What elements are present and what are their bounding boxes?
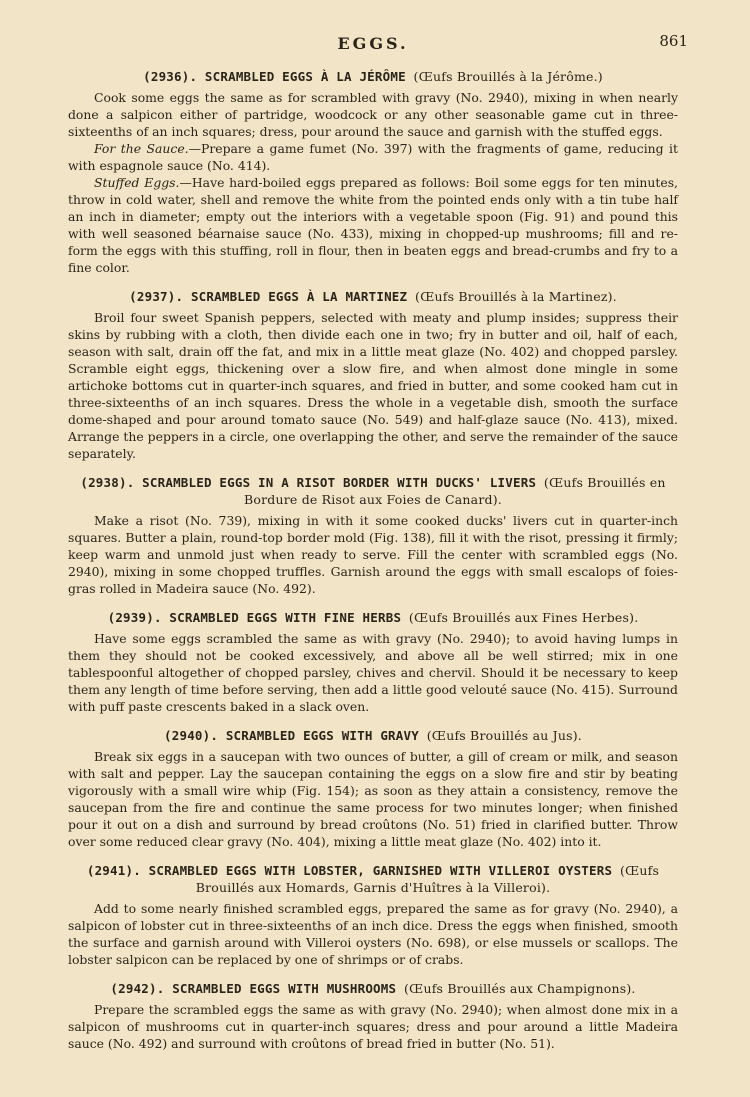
recipe-title: (2939). SCRAMBLED EGGS WITH FINE HERBS bbox=[107, 610, 402, 625]
recipe-paragraph bbox=[68, 174, 678, 276]
recipe-body bbox=[68, 630, 678, 715]
recipe-paragraph: Broil four sweet Spanish peppers, selected with meaty and plump insides; suppress their skins by rubbing with a cloth, then divide each one in two; fry in butter and oil, half of each, season with salt, drain off the fat, and mix in a little meat glaze (No. 402) and chopped parsley. Scramble eight eggs, thickening over a slow fire, and when almost done mingle in some artichoke bottoms cut in quarter-inch squares, and fried in butter, and some cooked ham cut in three-sixteenths of an inch squares. Dress the whole in a vegetable dish, smooth the surface dome-shaped and pour around tomato sauce (No. 549) and half-glaze sauce (No. 413), mixed. Arrange the peppers in a circle, one overlapping the other, and serve the remainder of the sauce separately. bbox=[68, 310, 678, 461]
recipe-body bbox=[68, 900, 678, 968]
page-number: 861 bbox=[659, 32, 688, 50]
recipe-heading bbox=[68, 474, 678, 508]
recipe-title: (2942). SCRAMBLED EGGS WITH MUSHROOMS bbox=[110, 981, 397, 996]
recipe-french-title: (Œufs Brouillés aux Fines Herbes). bbox=[408, 610, 639, 625]
recipe-body bbox=[68, 1001, 678, 1052]
stuffed-eggs-label: Stuffed Eggs. bbox=[94, 175, 180, 190]
recipe-paragraph bbox=[68, 140, 678, 174]
recipe-body bbox=[68, 512, 678, 597]
recipe-2941 bbox=[68, 862, 678, 968]
recipe-2938 bbox=[68, 474, 678, 597]
recipe-2942 bbox=[68, 980, 678, 1052]
sauce-text: —Prepare a game fumet (No. 397) with the fragments of game, reducing it with espagnole sauce (No. 414). bbox=[68, 141, 679, 173]
recipe-french-title: (Œufs Brouillés en bbox=[543, 475, 666, 490]
recipe-paragraph: Make a risot (No. 739), mixing in with it some cooked ducks' livers cut in quarter-inch squares. Butter a plain, round-top border mold (Fig. 138), fill it with the risot, pressing it firmly; keep warm and unmold just when ready to serve. Fill the center with scrambled eggs (No. 2940), mixing in some chopped truffles. Garnish around the eggs with small escalops of foies-gras rolled in Madeira sauce (No. 492). bbox=[68, 513, 678, 596]
recipe-title: (2941). SCRAMBLED EGGS WITH LOBSTER, GARNISHED WITH VILLEROI OYSTERS bbox=[86, 863, 613, 878]
recipe-title: (2940). SCRAMBLED EGGS WITH GRAVY bbox=[164, 728, 419, 743]
recipe-french-title: (Œufs Brouillés au Jus). bbox=[426, 728, 582, 743]
recipe-french-title-continued: Brouillés aux Homards, Garnis d'Huîtres à la Villeroi). bbox=[195, 880, 551, 895]
recipe-heading bbox=[68, 980, 678, 997]
recipe-french-title: (Œufs Brouillés aux Champignons). bbox=[403, 981, 636, 996]
recipe-heading bbox=[68, 609, 678, 626]
recipe-2939 bbox=[68, 609, 678, 715]
recipe-paragraph: Break six eggs in a saucepan with two ounces of butter, a gill of cream or milk, and season with salt and pepper. Lay the saucepan containing the eggs on a slow fire and stir by beating vigorously with a small wire whip (Fig. 154); as soon as they attain a consistency, remove the saucepan from the fire and continue the same process for two minutes longer; when finished pour it out on a dish and surround by bread croûtons (No. 51) fried in clarified butter. Throw over some reduced clear gravy (No. 404), mixing a little meat glaze (No. 402) into it. bbox=[68, 749, 678, 849]
running-head bbox=[68, 30, 688, 56]
recipe-paragraph: Prepare the scrambled eggs the same as with gravy (No. 2940); when almost done mix in a salpicon of mushrooms cut in quarter-inch squares; dress and pour around a little Madeira sauce (No. 492) and surround with croûtons of bread fried in butter (No. 51). bbox=[68, 1002, 678, 1051]
recipe-heading bbox=[68, 862, 678, 896]
sauce-label: For the Sauce. bbox=[94, 141, 189, 156]
recipe-paragraph: Add to some nearly finished scrambled eggs, prepared the same as for gravy (No. 2940), a salpicon of lobster cut in three-sixteenths of an inch dice. Dress the eggs when finished, smooth the surface and garnish around with Villeroi oysters (No. 698), or else mussels or scallops. The lobster salpicon can be replaced by one of shrimps or of crabs. bbox=[68, 901, 678, 967]
recipe-2937 bbox=[68, 288, 678, 462]
recipe-paragraph: Cook some eggs the same as for scrambled with gravy (No. 2940), mixing in when nearly done a salpicon either of partridge, woodcock or any other seasonable game cut in three-sixteenths of an inch squares; dress, pour around the sauce and garnish with the stuffed eggs. bbox=[68, 90, 678, 139]
recipe-2936 bbox=[68, 68, 678, 276]
recipe-french-title: (Œufs Brouillés à la Jérôme.) bbox=[413, 69, 603, 84]
recipe-body bbox=[68, 748, 678, 850]
running-title: EGGS. bbox=[337, 34, 409, 53]
recipe-french-title: (Œufs Brouillés à la Martinez). bbox=[415, 289, 617, 304]
recipe-title: (2937). SCRAMBLED EGGS À LA MARTINEZ bbox=[129, 289, 408, 304]
recipe-body bbox=[68, 309, 678, 462]
recipe-french-title: (Œufs bbox=[619, 863, 660, 878]
recipe-heading bbox=[68, 288, 678, 305]
recipe-paragraph: Have some eggs scrambled the same as with gravy (No. 2940); to avoid having lumps in them they should not be cooked excessively, and above all be well stirred; mix in one tablespoonful altogether of chopped parsley, chives and chervil. Should it be necessary to keep them any length of time before serving, then add a little good velouté sauce (No. 415). Surround with puff paste crescents baked in a slack oven. bbox=[68, 631, 678, 714]
recipe-title: (2938). SCRAMBLED EGGS IN A RISOT BORDER WITH DUCKS' LIVERS bbox=[80, 475, 537, 490]
recipe-title: (2936). SCRAMBLED EGGS À LA JÉRÔME bbox=[143, 69, 406, 84]
recipe-2940 bbox=[68, 727, 678, 850]
recipe-french-title-continued: Bordure de Risot aux Foies de Canard). bbox=[244, 492, 502, 507]
recipe-heading bbox=[68, 68, 678, 85]
recipe-heading bbox=[68, 727, 678, 744]
stuffed-eggs-text: —Have hard-boiled eggs prepared as follows: Boil some eggs for ten minutes, throw in cold water, shell and remove the white from the pointed ends only with a tin tube half an inch in diameter; empty out the interiors with a vegetable spoon (Fig. 91) and pound this with well seasoned béarnaise sauce (No. 433), mixing in chopped-up mushrooms; fill and re-form the eggs with this stuffing, roll in flour, then in beaten eggs and bread-crumbs and fry to a fine color. bbox=[68, 175, 678, 275]
recipe-body bbox=[68, 89, 678, 276]
